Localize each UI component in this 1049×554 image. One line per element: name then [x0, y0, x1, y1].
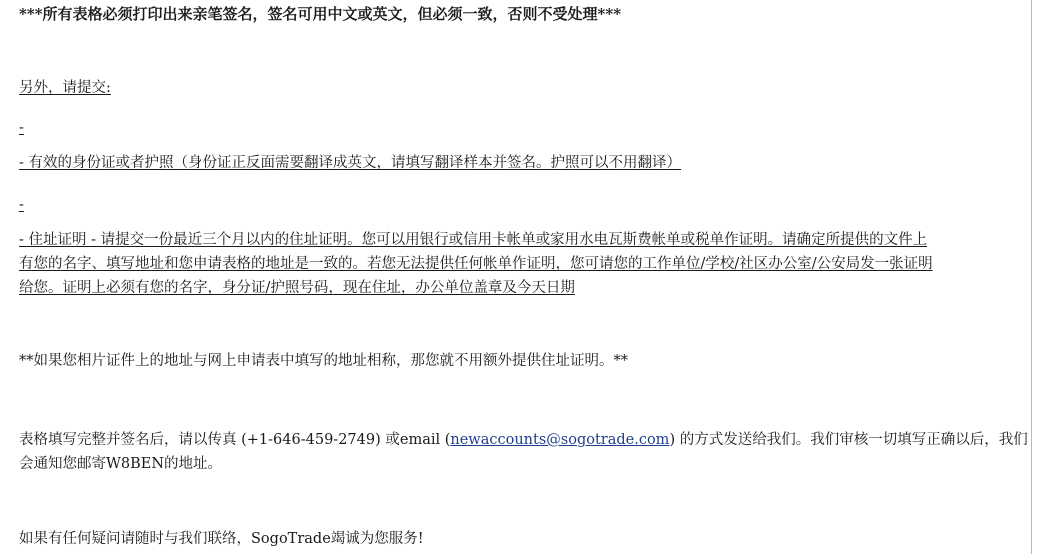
- closing-line: 如果有任何疑问请随时与我们联络，SogoTrade竭诚为您服务!: [19, 531, 424, 547]
- fax-text-part-2: ) 的方式发送给我们。我们审核一切填写正确以后，我们: [669, 432, 1028, 448]
- signature-requirement-note: ***所有表格必须打印出来亲笔签名，签名可用中文或英文，但必须一致，否则不受处理***: [19, 5, 622, 23]
- fax-text-part-1: 表格填写完整并签名后，请以传真 (+1-646-459-2749) 或email (: [19, 432, 451, 448]
- fax-email-paragraph-line-2: 会通知您邮寄W8BEN的地址。: [19, 456, 223, 472]
- address-proof-line-2: 有您的名字、填写地址和您申请表格的地址是一致的。若您无法提供任何帐单作证明，您可请您的工作单位/学校/社区办公室/公安局发一张证明: [19, 256, 933, 272]
- address-proof-line-3: 给您。证明上必须有您的名字，身分证/护照号码，现在住址，办公单位盖章及今天日期: [19, 280, 575, 296]
- empty-dash-2: -: [19, 197, 24, 213]
- id-passport-item: - 有效的身份证或者护照（身份证正反面需要翻译成英文，请填写翻译样本并签名。护照可以不用翻译）: [19, 155, 682, 171]
- photo-id-address-note: **如果您相片证件上的地址与网上申请表中填写的地址相称，那您就不用额外提供住址证明。**: [19, 353, 628, 369]
- fax-email-paragraph-line-1: [19, 428, 1028, 452]
- email-link[interactable]: newaccounts@sogotrade.com: [450, 432, 670, 448]
- also-submit-heading: 另外，请提交:: [19, 80, 111, 96]
- address-proof-line-1: - 住址证明 - 请提交一份最近三个月以内的住址证明。您可以用银行或信用卡帐单或家用水电瓦斯费帐单或税单作证明。请确定所提供的文件上: [19, 232, 928, 248]
- scroll-gutter: [1032, 0, 1049, 554]
- empty-dash-1: -: [19, 120, 24, 136]
